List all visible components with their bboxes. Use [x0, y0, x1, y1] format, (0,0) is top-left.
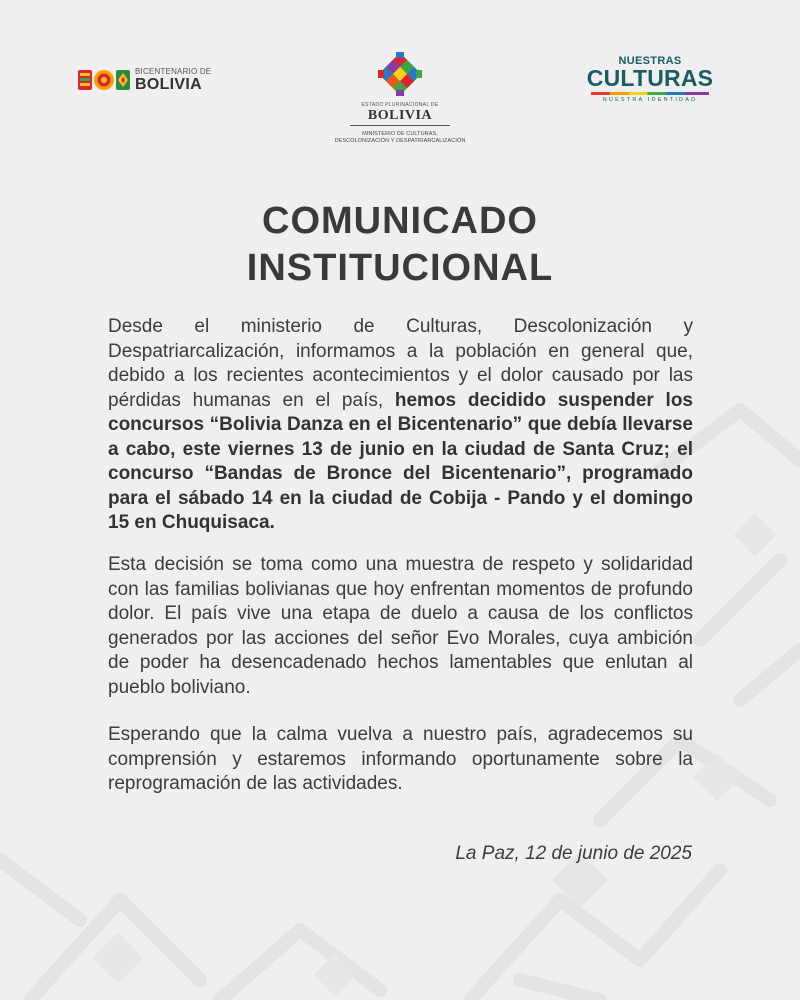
bicentenario-big-text: BOLIVIA: [135, 75, 202, 93]
identidad-text: NUESTRA IDENTIDAD: [602, 97, 698, 103]
estado-logo: [310, 48, 490, 145]
date-line: La Paz, 12 de junio de 2025: [455, 843, 692, 864]
paragraph-1-bold: hemos decidido suspender los concursos “Bolivia Danza en el Bicentenario” que debía llevarse a cabo, este viernes 13 de junio en la ciudad de Santa Cruz; el concurso “Bandas de Bronce del Bicentenario”, programado para el sábado 14 en la ciudad de Cobija - Pando y el domingo 15 en Chuquisaca.: [108, 389, 693, 533]
ministerio-line-1: MINISTERIO DE CULTURAS,: [362, 131, 438, 137]
bicentenario-marks-icon: [78, 68, 130, 92]
wiphala-seal-icon: [374, 48, 426, 100]
culturas-text: CULTURAS: [586, 65, 714, 91]
estado-divider: [350, 125, 450, 126]
bicentenario-logo: [78, 66, 211, 94]
ministerio-text: [310, 131, 490, 145]
nuestras-culturas-logo: [585, 55, 715, 103]
paragraph-1-normal: Desde el ministerio de Culturas, Descolonización y Despatriarcalización, informamos a la población en general que, debido a los recientes acontecimientos y el dolor causado por las pérdidas humanas en el país,: [108, 316, 693, 411]
paragraph-2: Esta decisión se toma como una muestra de respeto y solidaridad con las familias bolivianas que hoy enfrentan momentos de profundo dolor. El país vive una etapa de duelo a causa de los conflictos generados por las acciones del señor Evo Morales, cuya ambición de poder ha desencadenado hechos lamentables que enlutan al pueblo boliviano.: [108, 554, 693, 698]
title-line-2: INSTITUCIONAL: [246, 247, 554, 289]
paragraph-3: Esperando que la calma vuelva a nuestro país, agradecemos su comprensión y estaremos informando oportunamente sobre la reprogramación de las actividades.: [108, 724, 693, 794]
nuestras-text: NUESTRAS: [618, 55, 682, 67]
ministerio-line-2: DESCOLONIZACIÓN Y DESPATRIARCALIZACIÓN: [334, 138, 466, 145]
bicentenario-small-text: BICENTENARIO DE: [135, 66, 212, 76]
paragraph-1: [108, 315, 693, 536]
page-title: [0, 198, 800, 292]
title-line-1: COMUNICADO: [262, 200, 538, 242]
estado-big-text: BOLIVIA: [367, 108, 433, 123]
estado-small-text: ESTADO PLURINACIONAL DE: [361, 102, 439, 108]
color-stripe: [591, 92, 709, 95]
